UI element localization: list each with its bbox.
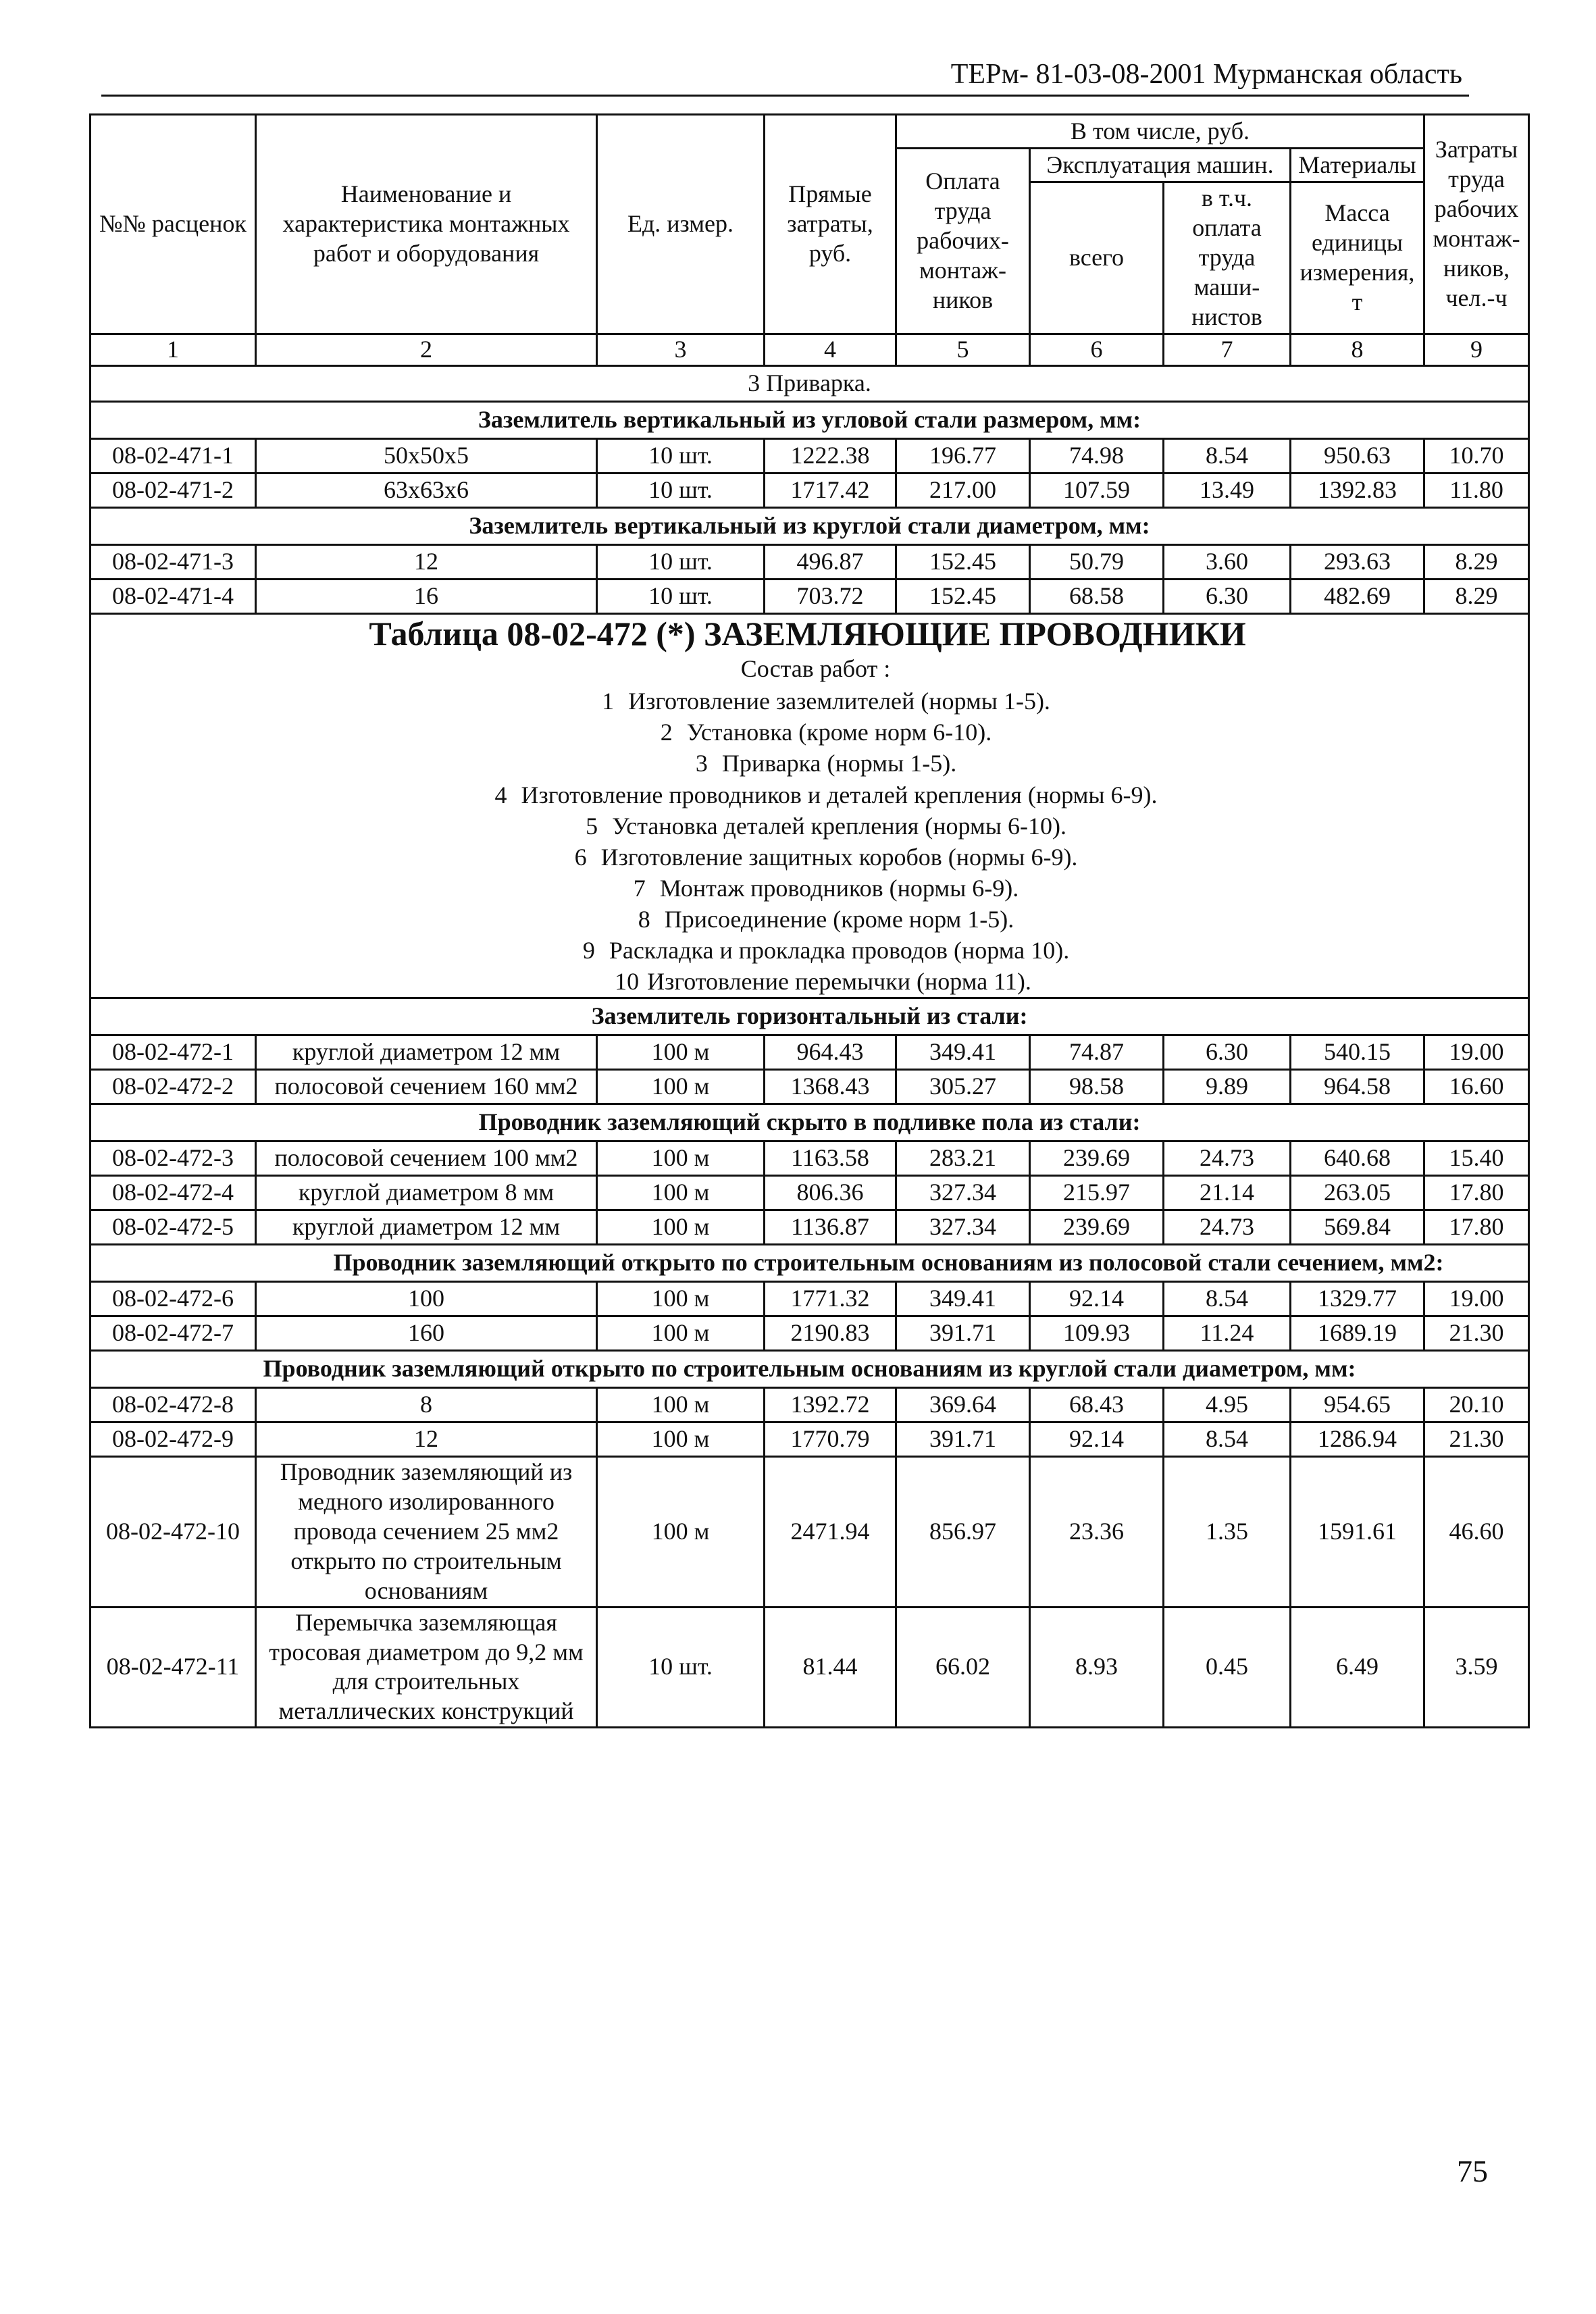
- rate-code: 08-02-472-6: [91, 1282, 256, 1316]
- col-header-unit: Ед. измер.: [597, 115, 765, 334]
- materials-cost: 1591.61: [1291, 1457, 1424, 1608]
- materials-cost: 1286.94: [1291, 1422, 1424, 1457]
- step-text: Изготовление заземлителей (нормы 1-5).: [628, 688, 1050, 715]
- document-title: ТЕРм- 81-03-08-2001 Мурманская область: [950, 59, 1462, 90]
- machine-costs: 239.69: [1030, 1141, 1164, 1176]
- work-step: [114, 717, 1524, 748]
- labor-wages: 391.71: [896, 1316, 1030, 1351]
- rate-code: 08-02-472-8: [91, 1388, 256, 1422]
- work-name: 63x63x6: [256, 473, 597, 507]
- machine-costs: 109.93: [1030, 1316, 1164, 1351]
- operator-wages: 6.30: [1164, 1035, 1291, 1070]
- direct-costs: 2190.83: [765, 1316, 896, 1351]
- direct-costs: 1770.79: [765, 1422, 896, 1457]
- direct-costs: 964.43: [765, 1035, 896, 1070]
- table-row: [91, 1607, 1529, 1728]
- direct-costs: 1163.58: [765, 1141, 896, 1176]
- step-number: 7: [633, 874, 646, 902]
- work-step: [114, 935, 1524, 966]
- table-row: [91, 1316, 1529, 1351]
- step-text: Присоединение (кроме норм 1-5).: [664, 905, 1014, 933]
- rate-code: 08-02-472-2: [91, 1070, 256, 1104]
- direct-costs: 496.87: [765, 544, 896, 579]
- table-row: [91, 579, 1529, 613]
- materials-cost: 1689.19: [1291, 1316, 1424, 1351]
- step-number: 4: [494, 781, 507, 808]
- work-name: 12: [256, 1422, 597, 1457]
- table-row: [91, 1176, 1529, 1210]
- operator-wages: 8.54: [1164, 1422, 1291, 1457]
- operator-wages: 8.54: [1164, 438, 1291, 473]
- step-text: Изготовление проводников и деталей крепления (нормы 6-9).: [521, 781, 1158, 808]
- rate-code: 08-02-472-4: [91, 1176, 256, 1210]
- labor-hours: 15.40: [1424, 1141, 1529, 1176]
- machine-costs: 68.58: [1030, 579, 1164, 613]
- operator-wages: 11.24: [1164, 1316, 1291, 1351]
- operator-wages: 8.54: [1164, 1282, 1291, 1316]
- unit: 100 м: [597, 1070, 765, 1104]
- operator-wages: 0.45: [1164, 1607, 1291, 1728]
- labor-hours: 21.30: [1424, 1316, 1529, 1351]
- col-header-mass: Масса единицы измерения, т: [1291, 182, 1424, 334]
- work-name: 16: [256, 579, 597, 613]
- operator-wages: 3.60: [1164, 544, 1291, 579]
- rate-code: 08-02-472-1: [91, 1035, 256, 1070]
- direct-costs: 1136.87: [765, 1210, 896, 1245]
- labor-wages: 196.77: [896, 438, 1030, 473]
- work-name: Перемычка заземляющая тросовая диаметром до 9,2 мм для строительных металлических конструкций: [256, 1607, 597, 1728]
- labor-hours: 21.30: [1424, 1422, 1529, 1457]
- rate-code: 08-02-472-10: [91, 1457, 256, 1608]
- unit: 100 м: [597, 1388, 765, 1422]
- section-heading: Проводник заземляющий скрыто в подливке пола из стали:: [91, 1104, 1529, 1141]
- labor-hours: 8.29: [1424, 544, 1529, 579]
- rate-code: 08-02-472-3: [91, 1141, 256, 1176]
- table-row: [91, 1457, 1529, 1608]
- materials-cost: 6.49: [1291, 1607, 1424, 1728]
- labor-wages: 369.64: [896, 1388, 1030, 1422]
- col-header-direct: Прямые затраты, руб.: [765, 115, 896, 334]
- work-step: [114, 842, 1524, 873]
- col-header-labor: Оплата труда рабочих-монтаж-ников: [896, 149, 1030, 334]
- operator-wages: 9.89: [1164, 1070, 1291, 1104]
- labor-hours: 16.60: [1424, 1070, 1529, 1104]
- col-header-machines-total: всего: [1030, 182, 1164, 334]
- work-step-note: 3 Приварка.: [91, 365, 1529, 401]
- rate-code: 08-02-472-9: [91, 1422, 256, 1457]
- direct-costs: 1392.72: [765, 1388, 896, 1422]
- machine-costs: 215.97: [1030, 1176, 1164, 1210]
- section-heading: Проводник заземляющий открыто по строительным основаниям из круглой стали диаметром, мм:: [91, 1351, 1529, 1388]
- work-name: полосовой сечением 160 мм2: [256, 1070, 597, 1104]
- col-header-code: №№ расценок: [91, 115, 256, 334]
- operator-wages: 13.49: [1164, 473, 1291, 507]
- direct-costs: 1717.42: [765, 473, 896, 507]
- work-step: [114, 779, 1524, 811]
- work-name: Проводник заземляющий из медного изолированного провода сечением 25 мм2 открыто по строительным основаниям: [256, 1457, 597, 1608]
- materials-cost: 954.65: [1291, 1388, 1424, 1422]
- labor-hours: 17.80: [1424, 1176, 1529, 1210]
- operator-wages: 24.73: [1164, 1210, 1291, 1245]
- table-title: Таблица 08-02-472 (*) ЗАЗЕМЛЯЮЩИЕ ПРОВОДНИКИ: [369, 614, 1246, 652]
- rate-code: 08-02-472-7: [91, 1316, 256, 1351]
- operator-wages: 6.30: [1164, 579, 1291, 613]
- labor-hours: 11.80: [1424, 473, 1529, 507]
- step-text: Раскладка и прокладка проводов (норма 10).: [609, 936, 1070, 964]
- labor-wages: 327.34: [896, 1210, 1030, 1245]
- work-name: 12: [256, 544, 597, 579]
- rate-code: 08-02-471-2: [91, 473, 256, 507]
- work-name: круглой диаметром 12 мм: [256, 1210, 597, 1245]
- machine-costs: 92.14: [1030, 1282, 1164, 1316]
- table-row: [91, 438, 1529, 473]
- unit: 100 м: [597, 1141, 765, 1176]
- machine-costs: 74.87: [1030, 1035, 1164, 1070]
- labor-wages: 217.00: [896, 473, 1030, 507]
- work-name: 160: [256, 1316, 597, 1351]
- step-text: Установка (кроме норм 6-10).: [686, 719, 992, 746]
- step-number: 8: [638, 905, 650, 933]
- direct-costs: 703.72: [765, 579, 896, 613]
- unit: 10 шт.: [597, 1607, 765, 1728]
- work-step: [114, 686, 1524, 717]
- unit: 100 м: [597, 1422, 765, 1457]
- table-row: [91, 1141, 1529, 1176]
- col-header-group: В том числе, руб.: [896, 115, 1424, 149]
- unit: 10 шт.: [597, 438, 765, 473]
- running-header: [101, 49, 1469, 97]
- labor-wages: 66.02: [896, 1607, 1030, 1728]
- labor-hours: 10.70: [1424, 438, 1529, 473]
- table-description: [91, 613, 1529, 998]
- labor-hours: 17.80: [1424, 1210, 1529, 1245]
- section-heading: Заземлитель вертикальный из угловой стали размером, мм:: [91, 401, 1529, 438]
- unit: 100 м: [597, 1457, 765, 1608]
- page-number: 75: [1457, 2154, 1488, 2188]
- machine-costs: 68.43: [1030, 1388, 1164, 1422]
- materials-cost: 482.69: [1291, 579, 1424, 613]
- step-text: Установка деталей крепления (нормы 6-10).: [612, 812, 1066, 840]
- labor-wages: 152.45: [896, 544, 1030, 579]
- col-header-hours: Затраты труда рабочих монтаж-ников, чел.-ч: [1424, 115, 1529, 334]
- direct-costs: 81.44: [765, 1607, 896, 1728]
- labor-wages: 856.97: [896, 1457, 1030, 1608]
- step-number: 5: [586, 812, 598, 840]
- col-header-machines: Эксплуатация машин.: [1030, 149, 1291, 182]
- work-step: [114, 966, 1524, 997]
- unit: 100 м: [597, 1316, 765, 1351]
- section-heading: Заземлитель горизонтальный из стали:: [91, 998, 1529, 1035]
- labor-hours: 19.00: [1424, 1035, 1529, 1070]
- col-header-materials: Материалы: [1291, 149, 1424, 182]
- operator-wages: 4.95: [1164, 1388, 1291, 1422]
- labor-wages: 305.27: [896, 1070, 1030, 1104]
- rate-code: 08-02-472-5: [91, 1210, 256, 1245]
- unit: 100 м: [597, 1035, 765, 1070]
- direct-costs: 2471.94: [765, 1457, 896, 1608]
- machine-costs: 92.14: [1030, 1422, 1164, 1457]
- step-number: 2: [660, 719, 673, 746]
- work-step: [114, 748, 1524, 779]
- unit: 100 м: [597, 1282, 765, 1316]
- rate-code: 08-02-471-1: [91, 438, 256, 473]
- table-row: [91, 473, 1529, 507]
- materials-cost: 540.15: [1291, 1035, 1424, 1070]
- work-name: 100: [256, 1282, 597, 1316]
- work-name: 50x50x5: [256, 438, 597, 473]
- unit: 100 м: [597, 1176, 765, 1210]
- work-step: [114, 873, 1524, 904]
- labor-hours: 19.00: [1424, 1282, 1529, 1316]
- work-name: круглой диаметром 12 мм: [256, 1035, 597, 1070]
- col-header-name: Наименование и характеристика монтажных работ и оборудования: [256, 115, 597, 334]
- materials-cost: 1392.83: [1291, 473, 1424, 507]
- table-row: [91, 1388, 1529, 1422]
- operator-wages: 24.73: [1164, 1141, 1291, 1176]
- direct-costs: 1771.32: [765, 1282, 896, 1316]
- materials-cost: 293.63: [1291, 544, 1424, 579]
- unit: 10 шт.: [597, 473, 765, 507]
- machine-costs: 239.69: [1030, 1210, 1164, 1245]
- step-text: Монтаж проводников (нормы 6-9).: [659, 874, 1019, 902]
- materials-cost: 1329.77: [1291, 1282, 1424, 1316]
- step-text: Изготовление защитных коробов (нормы 6-9).: [600, 843, 1078, 871]
- step-number: 10: [615, 968, 640, 996]
- labor-wages: 327.34: [896, 1176, 1030, 1210]
- rates-table: [89, 113, 1530, 1728]
- section-heading: Проводник заземляющий открыто по строительным основаниям из полосовой стали сечением, мм2:: [91, 1245, 1529, 1282]
- work-name: полосовой сечением 100 мм2: [256, 1141, 597, 1176]
- composition-label: Состав работ :: [740, 655, 891, 683]
- step-text: Приварка (нормы 1-5).: [721, 750, 957, 777]
- table-row: [91, 1282, 1529, 1316]
- unit: 10 шт.: [597, 579, 765, 613]
- rate-code: 08-02-472-11: [91, 1607, 256, 1728]
- operator-wages: 1.35: [1164, 1457, 1291, 1608]
- machine-costs: 98.58: [1030, 1070, 1164, 1104]
- work-step: [114, 811, 1524, 842]
- step-number: 9: [582, 936, 595, 964]
- table-row: [91, 1035, 1529, 1070]
- step-number: 6: [574, 843, 587, 871]
- materials-cost: 640.68: [1291, 1141, 1424, 1176]
- step-number: 3: [695, 750, 708, 777]
- section-heading: Заземлитель вертикальный из круглой стали диаметром, мм:: [91, 507, 1529, 544]
- table-row: [91, 1210, 1529, 1245]
- work-steps-list: [95, 686, 1524, 997]
- col-header-operators: в т.ч. оплата труда маши-нистов: [1164, 182, 1291, 334]
- labor-wages: 391.71: [896, 1422, 1030, 1457]
- direct-costs: 1222.38: [765, 438, 896, 473]
- machine-costs: 50.79: [1030, 544, 1164, 579]
- labor-wages: 349.41: [896, 1035, 1030, 1070]
- unit: 100 м: [597, 1210, 765, 1245]
- materials-cost: 964.58: [1291, 1070, 1424, 1104]
- work-step: [114, 904, 1524, 935]
- table-row: [91, 1422, 1529, 1457]
- rate-code: 08-02-471-4: [91, 579, 256, 613]
- unit: 10 шт.: [597, 544, 765, 579]
- materials-cost: 950.63: [1291, 438, 1424, 473]
- labor-hours: 3.59: [1424, 1607, 1529, 1728]
- direct-costs: 1368.43: [765, 1070, 896, 1104]
- table-row: [91, 544, 1529, 579]
- operator-wages: 21.14: [1164, 1176, 1291, 1210]
- step-text: Изготовление перемычки (норма 11).: [647, 968, 1031, 996]
- labor-wages: 152.45: [896, 579, 1030, 613]
- machine-costs: 107.59: [1030, 473, 1164, 507]
- labor-hours: 20.10: [1424, 1388, 1529, 1422]
- direct-costs: 806.36: [765, 1176, 896, 1210]
- machine-costs: 23.36: [1030, 1457, 1164, 1608]
- work-name: круглой диаметром 8 мм: [256, 1176, 597, 1210]
- machine-costs: 8.93: [1030, 1607, 1164, 1728]
- labor-hours: 8.29: [1424, 579, 1529, 613]
- materials-cost: 263.05: [1291, 1176, 1424, 1210]
- table-row: [91, 1070, 1529, 1104]
- step-number: 1: [602, 688, 615, 715]
- work-name: 8: [256, 1388, 597, 1422]
- machine-costs: 74.98: [1030, 438, 1164, 473]
- labor-wages: 349.41: [896, 1282, 1030, 1316]
- column-numbers-row: 1 2 3 4 5 6 7 8 9: [91, 334, 1529, 366]
- labor-wages: 283.21: [896, 1141, 1030, 1176]
- rate-code: 08-02-471-3: [91, 544, 256, 579]
- materials-cost: 569.84: [1291, 1210, 1424, 1245]
- labor-hours: 46.60: [1424, 1457, 1529, 1608]
